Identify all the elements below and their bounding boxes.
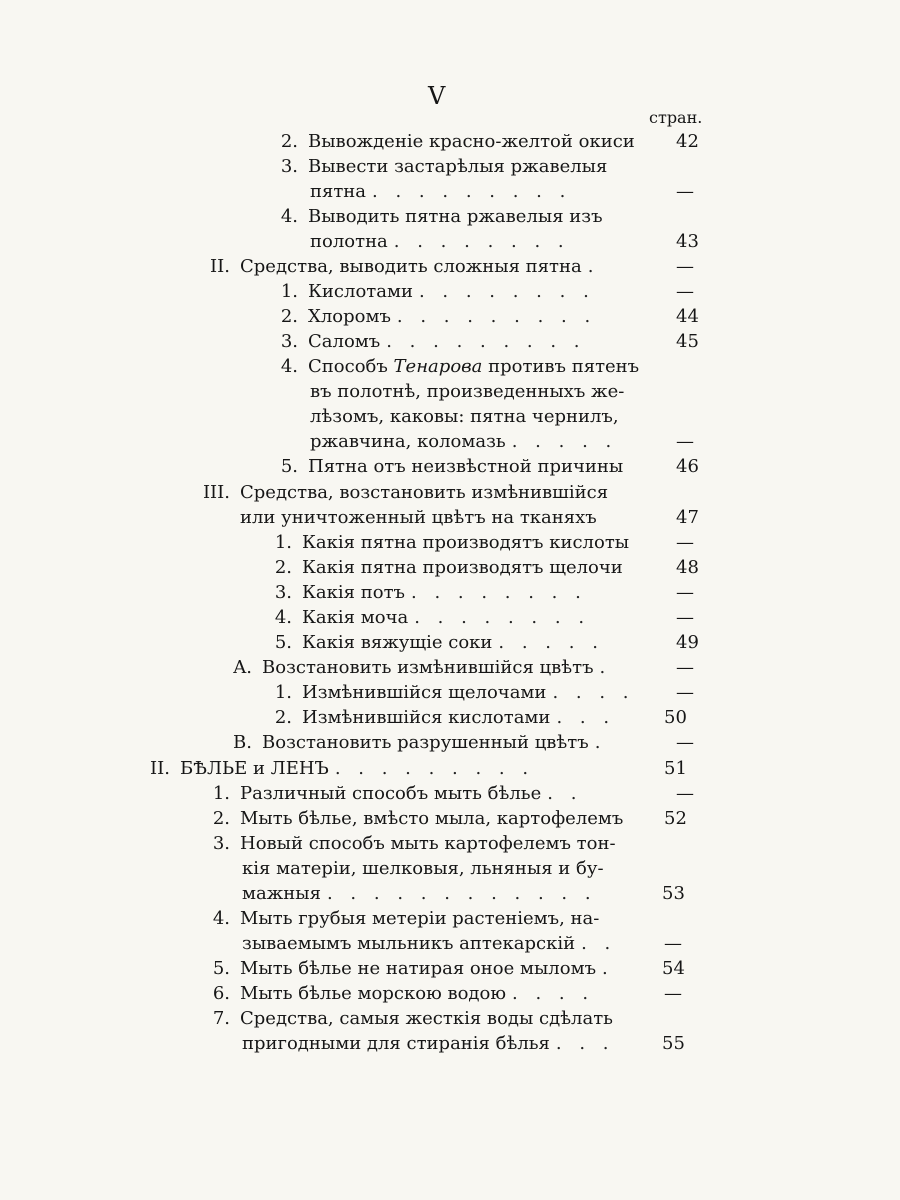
entry-number: 2. xyxy=(274,707,292,728)
entry-page: 43 xyxy=(676,231,699,252)
toc-entry xyxy=(276,330,699,354)
toc-entry xyxy=(242,882,696,906)
toc-entry xyxy=(196,255,696,279)
entry-number: 2. xyxy=(280,306,298,327)
toc-entry xyxy=(310,380,696,404)
entry-leader-dots: . xyxy=(602,958,614,979)
page-number: V xyxy=(428,82,447,110)
toc-entry xyxy=(270,706,696,730)
entry-leader-dots: . . . . . . . . . xyxy=(372,181,572,202)
toc-entry xyxy=(276,205,696,229)
entry-page: 54 xyxy=(662,958,685,979)
entry-text: Мыть бѣлье не натирая оное мыломъ xyxy=(240,958,597,979)
entry-text: противъ пятенъ xyxy=(482,356,640,377)
entry-text: Средства, самыя жесткія воды сдѣлать xyxy=(240,1008,613,1029)
entry-number: 1. xyxy=(274,532,292,553)
entry-leader-dots: . . . . xyxy=(552,682,635,703)
toc-entry xyxy=(228,731,696,755)
entry-text: Различный способъ мыть бѣлье xyxy=(240,783,542,804)
entry-page: — xyxy=(676,607,694,628)
entry-number: 4. xyxy=(274,607,292,628)
entry-number: 5. xyxy=(212,958,230,979)
toc-entry xyxy=(276,305,699,329)
toc-entry xyxy=(208,982,696,1006)
toc-entry xyxy=(208,907,696,931)
entry-text: Какія пятна производятъ кислоты xyxy=(302,532,630,553)
entry-page: — xyxy=(676,783,694,804)
entry-leader-dots: . . xyxy=(547,783,583,804)
entry-text: Какія потъ xyxy=(302,582,405,603)
entry-page: — xyxy=(676,532,694,553)
entry-text: пятна xyxy=(310,181,367,202)
entry-text: Какія вяжущіе соки xyxy=(302,632,493,653)
entry-leader-dots: . . . . . xyxy=(498,632,604,653)
entry-text: Средства, возстановить измѣнившійся xyxy=(240,482,609,503)
entry-text: Хлоромъ xyxy=(308,306,391,327)
entry-text: ржавчина, коломазь xyxy=(310,431,506,452)
entry-text: Выводить пятна ржавелыя изъ xyxy=(308,206,603,227)
entry-page: — xyxy=(676,431,694,452)
toc-entry xyxy=(208,807,696,831)
toc-entry xyxy=(310,405,696,429)
toc-entry xyxy=(270,556,699,580)
toc-entry xyxy=(276,155,696,179)
entry-page: 45 xyxy=(676,331,699,352)
entry-leader-dots: . . . . . . . . . . . . xyxy=(326,883,597,904)
entry-number: A. xyxy=(233,657,252,678)
entry-leader-dots: . . . . . . . . xyxy=(418,281,595,302)
toc-entry xyxy=(242,932,696,956)
toc-entry xyxy=(270,631,699,655)
entry-number: 3. xyxy=(212,833,230,854)
entry-text: Кислотами xyxy=(308,281,413,302)
entry-page: — xyxy=(676,657,694,678)
entry-text: Мыть грубыя метеріи растеніемъ, на- xyxy=(240,908,600,929)
toc-entry xyxy=(208,782,696,806)
entry-text: Вывожденіе красно-желтой окиси xyxy=(308,131,635,152)
toc-entry xyxy=(276,130,699,154)
entry-leader-dots: . . . . . . . . . xyxy=(386,331,586,352)
entry-text: мажныя xyxy=(242,883,321,904)
entry-number: 3. xyxy=(274,582,292,603)
toc-entry xyxy=(276,455,699,479)
entry-text: Возстановить разрушенный цвѣтъ xyxy=(262,732,589,753)
entry-text: Средства, выводить сложныя пятна xyxy=(240,256,582,277)
entry-number: B. xyxy=(233,732,252,753)
entry-number: II. xyxy=(150,758,170,779)
toc-entry xyxy=(276,355,696,379)
entry-number: 2. xyxy=(212,808,230,829)
toc-entry xyxy=(146,757,696,781)
toc-entry xyxy=(310,430,696,454)
entry-page: 55 xyxy=(662,1033,685,1054)
entry-number: 6. xyxy=(212,983,230,1004)
entry-page: 51 xyxy=(664,758,687,779)
entry-number: 1. xyxy=(280,281,298,302)
toc-entry xyxy=(208,957,696,981)
entry-page: — xyxy=(676,281,694,302)
entry-number: 2. xyxy=(280,131,298,152)
entry-leader-dots: . . . . xyxy=(512,983,595,1004)
toc-entry xyxy=(276,280,696,304)
entry-number: 4. xyxy=(280,206,298,227)
entry-number: III. xyxy=(202,482,230,503)
entry-leader-dots: . xyxy=(587,256,600,277)
toc-entry xyxy=(208,1007,696,1031)
entry-page: 48 xyxy=(676,557,699,578)
entry-text: Какія моча xyxy=(302,607,409,628)
entry-number: 4. xyxy=(280,356,298,377)
toc-entry xyxy=(242,1032,696,1056)
entry-page: 47 xyxy=(676,507,699,528)
entry-number: 5. xyxy=(280,456,298,477)
toc-entry xyxy=(270,606,696,630)
entry-text: Мыть бѣлье морскою водою xyxy=(240,983,507,1004)
toc-entry xyxy=(240,506,699,530)
toc-entry xyxy=(208,832,696,856)
page-column-header: стран. xyxy=(649,108,703,127)
entry-text: Измѣнившійся щелочами xyxy=(302,682,547,703)
entry-text: или уничтоженный цвѣтъ на тканяхъ xyxy=(240,507,597,528)
entry-number: 1. xyxy=(212,783,230,804)
entry-text: Мыть бѣлье, вмѣсто мыла, картофелемъ xyxy=(240,808,624,829)
entry-number: 7. xyxy=(212,1008,230,1029)
entry-page: — xyxy=(676,582,694,603)
entry-number: 4. xyxy=(212,908,230,929)
toc-entry xyxy=(310,230,699,254)
entry-leader-dots: . . . xyxy=(556,707,616,728)
toc-entry xyxy=(310,180,696,204)
entry-page: — xyxy=(676,732,694,753)
entry-leader-dots: . . . . . . . . xyxy=(411,582,587,603)
entry-leader-dots: . xyxy=(594,732,607,753)
entry-text: Возстановить измѣнившійся цвѣтъ xyxy=(262,657,594,678)
entry-page: — xyxy=(664,933,682,954)
toc-entry xyxy=(270,681,696,705)
entry-leader-dots: . . . . . . . . xyxy=(414,607,591,628)
entry-leader-dots: . . . . . xyxy=(511,431,618,452)
entry-text: Измѣнившійся кислотами xyxy=(302,707,551,728)
toc-entry xyxy=(270,531,696,555)
entry-leader-dots: . . . xyxy=(555,1033,615,1054)
entry-text-italic: Тенарова xyxy=(393,356,483,377)
entry-text: Пятна отъ неизвѣстной причины xyxy=(308,456,624,477)
entry-number: II. xyxy=(210,256,230,277)
entry-text: лѣзомъ, каковы: пятна чернилъ, xyxy=(310,406,619,427)
entry-text: БѢЛЬЕ и ЛЕНЪ xyxy=(180,758,329,779)
entry-page: 52 xyxy=(664,808,687,829)
entry-text: кія матеріи, шелковыя, льняныя и бу- xyxy=(242,858,604,879)
entry-leader-dots: . . . . . . . . . xyxy=(334,758,535,779)
entry-text: въ полотнѣ, произведенныхъ же- xyxy=(310,381,625,402)
entry-text: Саломъ xyxy=(308,331,381,352)
toc-entry xyxy=(228,656,696,680)
entry-page: 42 xyxy=(676,131,699,152)
entry-leader-dots: . . . . . . . . . xyxy=(396,306,597,327)
entry-page: — xyxy=(676,256,694,277)
entry-leader-dots: . xyxy=(599,657,612,678)
entry-text: Новый способъ мыть картофелемъ тон- xyxy=(240,833,616,854)
entry-text: Способъ xyxy=(308,356,394,377)
entry-text: пригодными для стиранія бѣлья xyxy=(242,1033,550,1054)
entry-leader-dots: . . xyxy=(581,933,617,954)
entry-text: Какія пятна производятъ щелочи xyxy=(302,557,623,578)
entry-page: 53 xyxy=(662,883,685,904)
toc-entry xyxy=(242,857,696,881)
entry-number: 1. xyxy=(274,682,292,703)
entry-text: Вывести застарѣлыя ржавелыя xyxy=(308,156,608,177)
entry-page: 46 xyxy=(676,456,699,477)
entry-text: полотна xyxy=(310,231,388,252)
entry-leader-dots: . . . . . . . . xyxy=(393,231,570,252)
entry-page: 49 xyxy=(676,632,699,653)
toc-entry xyxy=(196,481,696,505)
entry-page: — xyxy=(676,682,694,703)
entry-number: 3. xyxy=(280,331,298,352)
entry-number: 3. xyxy=(280,156,298,177)
entry-number: 2. xyxy=(274,557,292,578)
entry-page: 50 xyxy=(664,707,687,728)
entry-page: — xyxy=(676,181,694,202)
entry-text: зываемымъ мыльникъ аптекарскій xyxy=(242,933,576,954)
entry-page: — xyxy=(664,983,682,1004)
toc-entry xyxy=(270,581,696,605)
entry-page: 44 xyxy=(676,306,699,327)
entry-number: 5. xyxy=(274,632,292,653)
